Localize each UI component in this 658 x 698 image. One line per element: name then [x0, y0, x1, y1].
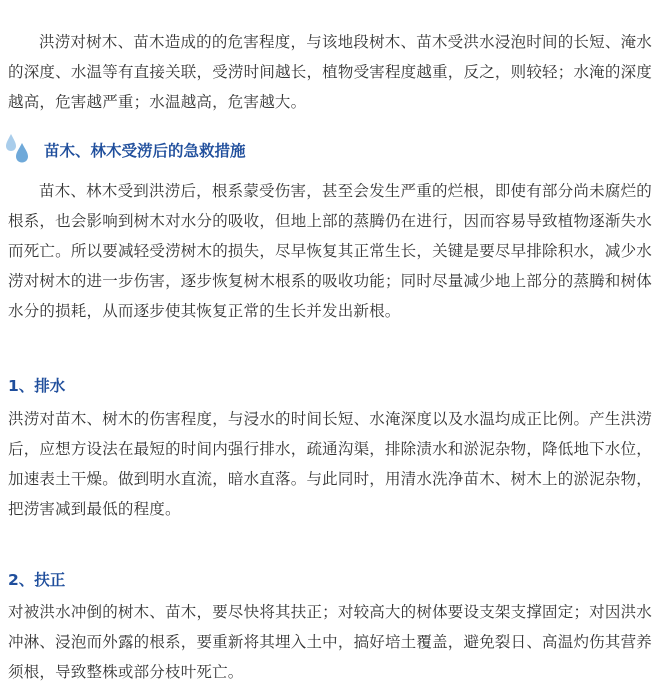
- item-paragraph-straighten: 对被洪水冲倒的树木、苗木，要尽快将其扶正；对较高大的树体要设支架支撑固定；对因洪水冲淋、浸泡而外露的根系，要重新将其埋入土中，搞好培土覆盖，避免裂日、高温灼伤其营养须根，导致整株或部分枝叶死亡。: [8, 603, 652, 681]
- item-paragraph-drainage: 洪涝对苗木、树木的伤害程度，与浸水的时间长短、水淹深度以及水温均成正比例。产生洪涝后，应想方设法在最短的时间内强行排水，疏通沟渠，排除渍水和淤泥杂物，降低地下水位，加速表土干燥。做到明水直流，暗水直落。与此同时，用清水洗净苗木、树木上的淤泥杂物，把涝害减到最低的程度。: [8, 410, 652, 518]
- item-heading-straighten: 2、扶正: [8, 571, 66, 589]
- item-heading-drainage: 1、排水: [8, 377, 66, 395]
- water-drops-icon: [4, 132, 32, 164]
- intro-paragraph: 洪涝对树木、苗木造成的的危害程度，与该地段树木、苗木受洪水浸泡时间的长短、淹水的深度、水温等有直接关联，受涝时间越长，植物受害程度越重，反之，则较轻；水淹的深度越高，危害越严重；水温越高，危害越大。: [8, 33, 652, 111]
- section-heading: 苗木、林木受涝后的急救措施: [44, 142, 246, 160]
- section-paragraph: 苗木、林木受到洪涝后，根系蒙受伤害，甚至会发生严重的烂根，即使有部分尚未腐烂的根系，也会影响到树木对水分的吸收，但地上部的蒸腾仍在进行，因而容易导致植物逐渐失水而死亡。所以要减轻受涝树木的损失，尽早恢复其正常生长，关键是要尽早排除积水，减少水涝对树木的进一步伤害，逐步恢复树木根系的吸收功能；同时尽量减少地上部分的蒸腾和树体水分的损耗，从而逐步使其恢复正常的生长并发出新根。: [8, 182, 652, 320]
